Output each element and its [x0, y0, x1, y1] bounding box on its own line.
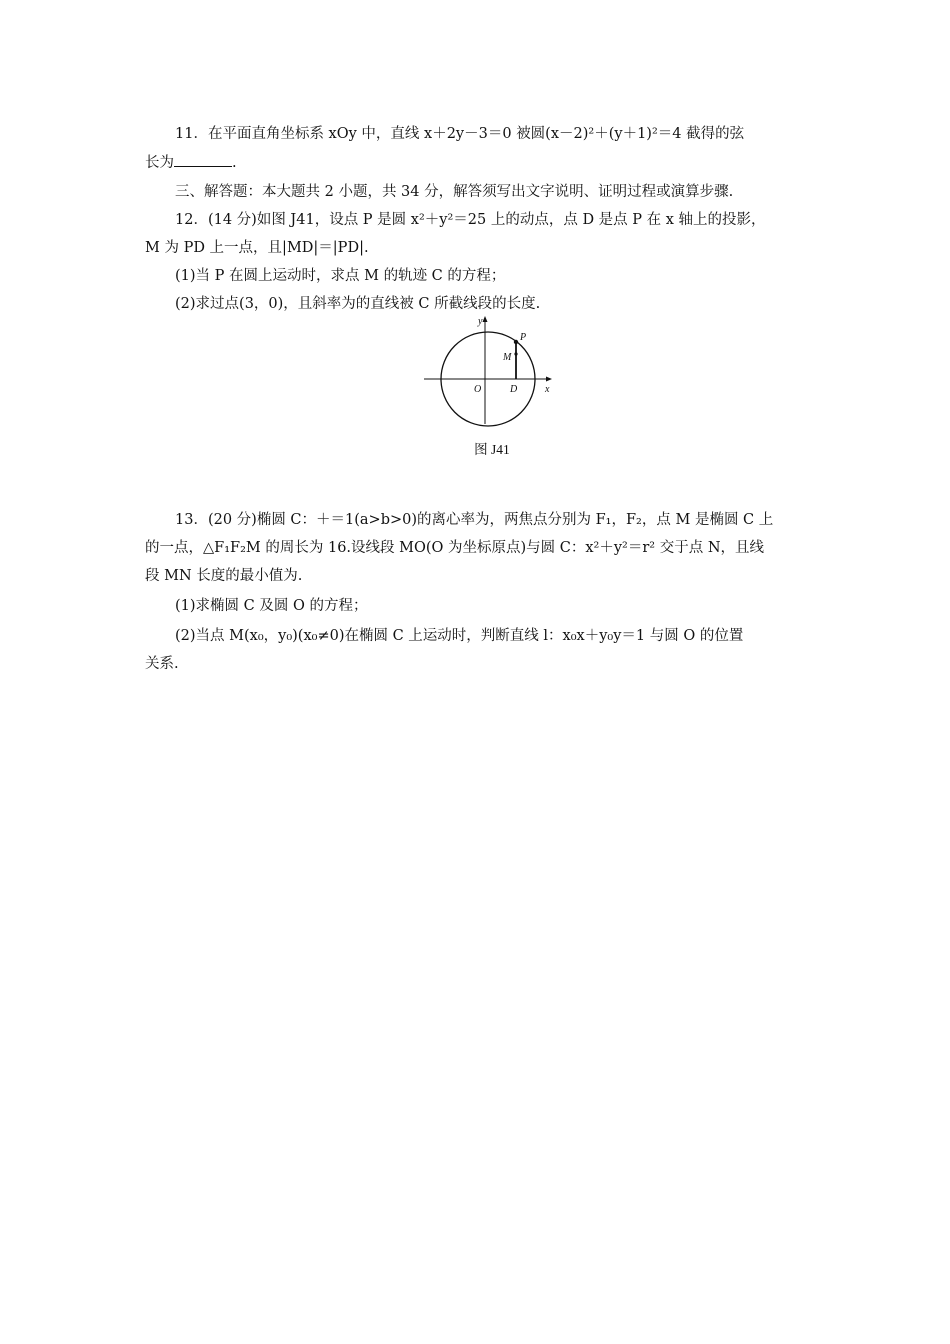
q11-line2-suffix: .: [232, 155, 237, 171]
label-y: y: [478, 316, 483, 327]
point-p: [514, 340, 518, 344]
y-axis-arrow: [483, 316, 488, 322]
figure-j41: [418, 312, 558, 432]
figure-caption: 图 J41: [474, 442, 510, 457]
label-o: O: [474, 384, 482, 395]
label-d: D: [510, 384, 518, 395]
q11-line2-prefix: 长为: [145, 155, 174, 171]
label-p: P: [520, 332, 527, 343]
x-axis-arrow: [546, 377, 552, 382]
q13-line3: 段 MN 长度的最小值为.: [145, 568, 303, 584]
q11-line2: [145, 152, 805, 173]
q11-line1: 11．在平面直角坐标系 xOy 中，直线 x＋2y－3＝0 被圆(x－2)²＋(y＋1)²＝4 截得的弦: [175, 126, 745, 142]
q12-line1: 12．(14 分)如图 J41，设点 P 是圆 x²＋y²＝25 上的动点，点 D 是点 P 在 x 轴上的投影，: [175, 212, 766, 228]
label-x: x: [545, 384, 550, 395]
q13-part2-line2: 关系.: [145, 656, 179, 672]
q13-line2: 的一点，△F₁F₂M 的周长为 16.设线段 MO(O 为坐标原点)与圆 C：x²＋y²＝r² 交于点 N，且线: [145, 540, 765, 556]
q12-line2: M 为 PD 上一点，且|MD|＝|PD|.: [145, 240, 369, 256]
label-m: M: [503, 352, 512, 363]
q13-line1: 13．(20 分)椭圆 C：＋＝1(a>b>0)的离心率为，两焦点分别为 F₁，F₂，点 M 是椭圆 C 上: [175, 512, 774, 528]
answer-blank: [174, 152, 232, 167]
section3-heading: 三、解答题：本大题共 2 小题，共 34 分，解答须写出文字说明、证明过程或演算步骤.: [175, 184, 734, 200]
q12-part1: (1)当 P 在圆上运动时，求点 M 的轨迹 C 的方程；: [175, 268, 506, 284]
q13-part2-line1: (2)当点 M(x₀，y₀)(x₀≠0)在椭圆 C 上运动时，判断直线 l：x₀x＋y₀y＝1 与圆 O 的位置: [175, 628, 744, 644]
q13-part1: (1)求椭圆 C 及圆 O 的方程；: [175, 598, 368, 614]
point-m: [514, 352, 517, 355]
q12-part2: (2)求过点(3，0)，且斜率为的直线被 C 所截线段的长度.: [175, 296, 541, 312]
